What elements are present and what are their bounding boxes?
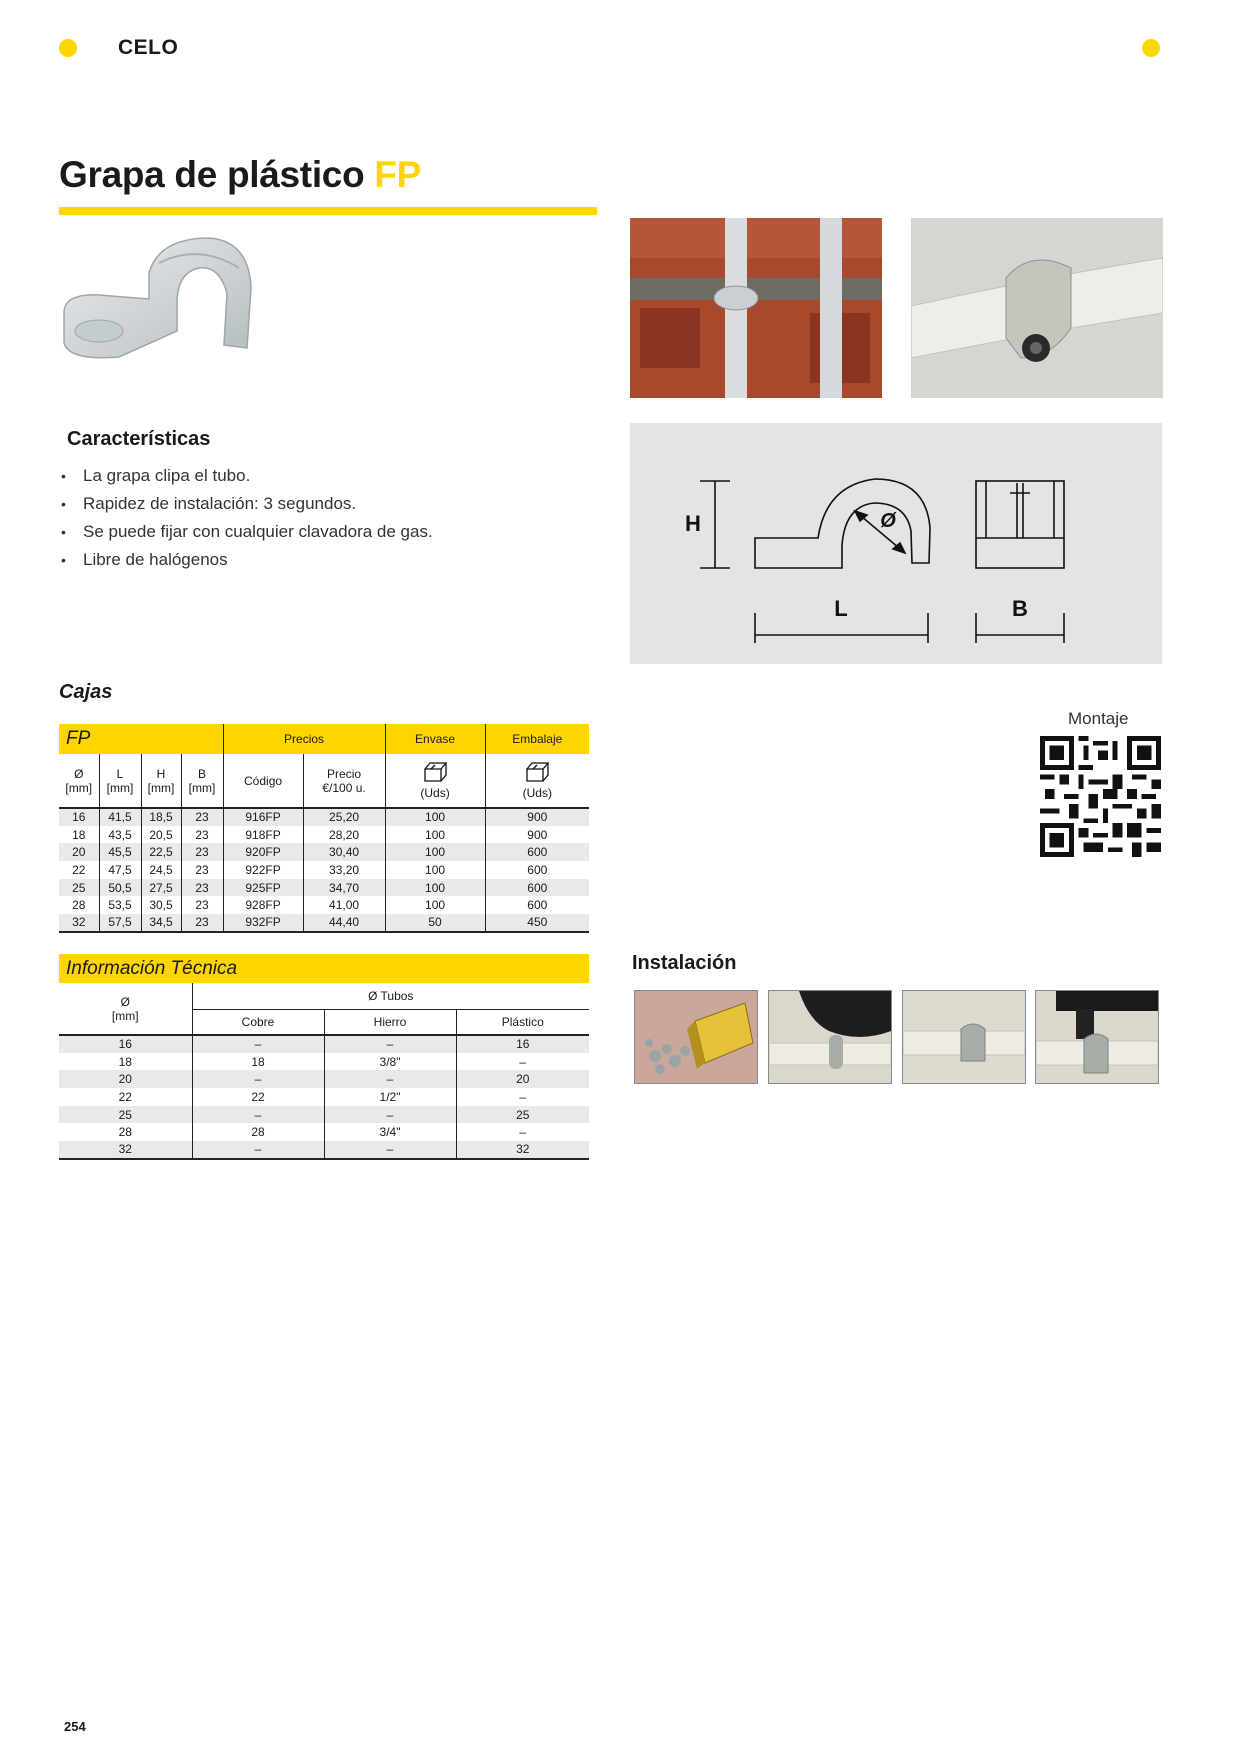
table-row: [59, 879, 589, 897]
cell-embalaje: 600: [485, 843, 589, 861]
features-list: [59, 462, 619, 574]
table-row: [59, 826, 589, 844]
table-row: [59, 861, 589, 879]
cell-embalaje: 900: [485, 826, 589, 844]
info-heading: Información Técnica: [59, 954, 589, 983]
cell-h: 24,5: [141, 861, 181, 879]
cell-envase: 100: [385, 826, 485, 844]
cell-l: 57,5: [99, 914, 141, 932]
cell-price: 33,20: [303, 861, 385, 879]
cajas-series-label: FP: [59, 724, 223, 754]
cell-hierro: 3/8": [324, 1053, 456, 1071]
cajas-table: [59, 724, 589, 933]
diagram-label-b: B: [1012, 596, 1028, 621]
cell-price: 41,00: [303, 896, 385, 914]
col-header-diameter: Ø [mm]: [59, 754, 99, 808]
cell-l: 41,5: [99, 808, 141, 826]
col-header-precio: Precio €/100 u.: [303, 754, 385, 808]
header-dot-right-icon: [1142, 39, 1160, 57]
col-header-width: B [mm]: [181, 754, 223, 808]
cell-embalaje: 900: [485, 808, 589, 826]
info-col-header-hierro: Hierro: [324, 1009, 456, 1035]
cell-b: 23: [181, 843, 223, 861]
box-icon: [524, 761, 550, 783]
box-icon: [422, 761, 448, 783]
brand-name: CELO: [118, 36, 179, 59]
title-underline: [59, 207, 597, 215]
cell-h: 34,5: [141, 914, 181, 932]
photo-brick-wall: [630, 218, 882, 398]
cell-hierro: –: [324, 1141, 456, 1159]
info-col-header-diameter: Ø [mm]: [59, 983, 192, 1035]
table-row: [59, 1035, 589, 1053]
cell-hierro: –: [324, 1035, 456, 1053]
cell-envase: 50: [385, 914, 485, 932]
cell-embalaje: 600: [485, 861, 589, 879]
cell-envase: 100: [385, 808, 485, 826]
cell-b: 23: [181, 879, 223, 897]
dimension-diagram: [630, 423, 1162, 664]
cell-h: 27,5: [141, 879, 181, 897]
page-number: 254: [64, 1719, 86, 1734]
cell-code: 928FP: [223, 896, 303, 914]
cell-cobre: –: [192, 1106, 324, 1124]
cell-envase: 100: [385, 861, 485, 879]
cell-hierro: 3/4": [324, 1123, 456, 1141]
cell-plastico: –: [456, 1053, 589, 1071]
cell-plastico: –: [456, 1123, 589, 1141]
cell-cobre: –: [192, 1035, 324, 1053]
table-row: [59, 1106, 589, 1124]
cell-l: 45,5: [99, 843, 141, 861]
cell-d: 22: [118, 1089, 132, 1104]
cell-hierro: –: [324, 1106, 456, 1124]
cell-l: 47,5: [99, 861, 141, 879]
cell-embalaje: 600: [485, 896, 589, 914]
install-photo-step-2: [902, 990, 1026, 1084]
install-photo-box: [634, 990, 758, 1084]
feature-item: • La grapa clipa el tubo.: [59, 462, 619, 490]
cell-b: 23: [181, 861, 223, 879]
cell-d: 20: [59, 1070, 192, 1088]
cell-d: 18: [72, 827, 86, 842]
cell-h: 22,5: [141, 843, 181, 861]
info-col-header-plastico: Plástico: [456, 1009, 589, 1035]
page-title-accent: FP: [374, 154, 422, 195]
col-header-envase: (Uds): [385, 754, 485, 808]
cell-d: 25: [59, 1106, 192, 1124]
cell-b: 23: [181, 808, 223, 826]
header-dot-left-icon: [59, 39, 77, 57]
cell-envase: 100: [385, 843, 485, 861]
photo-installed-clip: [911, 218, 1163, 398]
cell-cobre: 28: [192, 1123, 324, 1141]
feature-item: • Se puede fijar con cualquier clavadora de gas.: [59, 518, 619, 546]
cell-hierro: 1/2": [324, 1088, 456, 1106]
info-col-header-cobre: Cobre: [192, 1009, 324, 1035]
envase-group-header: Envase: [385, 724, 485, 754]
table-row: [59, 1088, 589, 1106]
cell-embalaje: 600: [485, 879, 589, 897]
cell-cobre: –: [192, 1070, 324, 1088]
cell-d: 28: [118, 1125, 132, 1140]
col-header-length: L [mm]: [99, 754, 141, 808]
cell-d: 16: [59, 1035, 192, 1053]
cell-envase: 100: [385, 896, 485, 914]
cell-plastico: –: [456, 1088, 589, 1106]
cell-d: 20: [59, 843, 99, 861]
cell-code: 925FP: [223, 879, 303, 897]
cell-code: 920FP: [223, 843, 303, 861]
cell-d: 16: [59, 808, 99, 826]
cell-code: 932FP: [223, 914, 303, 932]
table-row: [59, 914, 589, 932]
table-row: [59, 896, 589, 914]
cell-d: 32: [59, 1141, 192, 1159]
table-row: [59, 1053, 589, 1071]
install-photo-step-3: [1035, 990, 1159, 1084]
cell-d: 28: [72, 898, 86, 913]
product-image: [59, 233, 269, 393]
diagram-label-h: H: [685, 511, 701, 536]
instalacion-heading: Instalación: [632, 952, 737, 974]
cell-h: 30,5: [141, 896, 181, 914]
table-row: [59, 1141, 589, 1159]
cell-price: 28,20: [303, 826, 385, 844]
cell-b: 23: [181, 896, 223, 914]
cell-envase: 100: [385, 879, 485, 897]
feature-item: • Libre de halógenos: [59, 546, 619, 574]
cell-hierro: –: [324, 1070, 456, 1088]
embalaje-group-header: Embalaje: [485, 724, 589, 754]
install-photo-step-1: [768, 990, 892, 1084]
features-heading: Características: [67, 428, 211, 450]
cell-l: 50,5: [99, 879, 141, 897]
info-table: [59, 954, 589, 1160]
col-header-embalaje: (Uds): [485, 754, 589, 808]
cell-code: 922FP: [223, 861, 303, 879]
cell-b: 23: [181, 914, 223, 932]
cell-price: 25,20: [303, 808, 385, 826]
table-row: [59, 1123, 589, 1141]
cell-h: 18,5: [141, 808, 181, 826]
col-header-height: H [mm]: [141, 754, 181, 808]
page-title-main: Grapa de plástico: [59, 154, 365, 195]
table-row: [59, 1070, 589, 1088]
cell-plastico: 32: [456, 1141, 589, 1159]
cell-d: 32: [59, 914, 99, 932]
cell-b: 23: [181, 826, 223, 844]
page-title: [59, 154, 421, 196]
diagram-label-l: L: [834, 596, 848, 621]
cell-plastico: 20: [456, 1070, 589, 1088]
cell-price: 44,40: [303, 914, 385, 932]
cell-cobre: –: [192, 1141, 324, 1159]
cell-cobre: 18: [192, 1053, 324, 1071]
cell-d: 22: [72, 862, 86, 877]
feature-item: • Rapidez de instalación: 3 segundos.: [59, 490, 619, 518]
precios-group-header: Precios: [223, 724, 385, 754]
cell-h: 20,5: [141, 826, 181, 844]
cell-code: 916FP: [223, 808, 303, 826]
info-col-header-tubos: Ø Tubos: [192, 983, 589, 1009]
cell-plastico: 25: [456, 1106, 589, 1124]
cell-d: 25: [59, 879, 99, 897]
cajas-heading: Cajas: [59, 681, 113, 703]
cell-plastico: 16: [456, 1035, 589, 1053]
cell-cobre: 22: [192, 1088, 324, 1106]
cell-d: 18: [118, 1054, 132, 1069]
cell-price: 34,70: [303, 879, 385, 897]
diagram-label-phi: Ø: [880, 510, 896, 532]
table-row: [59, 808, 589, 826]
col-header-codigo: Código: [223, 754, 303, 808]
montaje-label: Montaje: [1068, 709, 1129, 728]
cell-code: 918FP: [223, 826, 303, 844]
cell-embalaje: 450: [485, 914, 589, 932]
cell-l: 53,5: [99, 896, 141, 914]
table-row: [59, 843, 589, 861]
cell-price: 30,40: [303, 843, 385, 861]
cell-l: 43,5: [99, 826, 141, 844]
qr-code-icon[interactable]: [1040, 736, 1161, 857]
